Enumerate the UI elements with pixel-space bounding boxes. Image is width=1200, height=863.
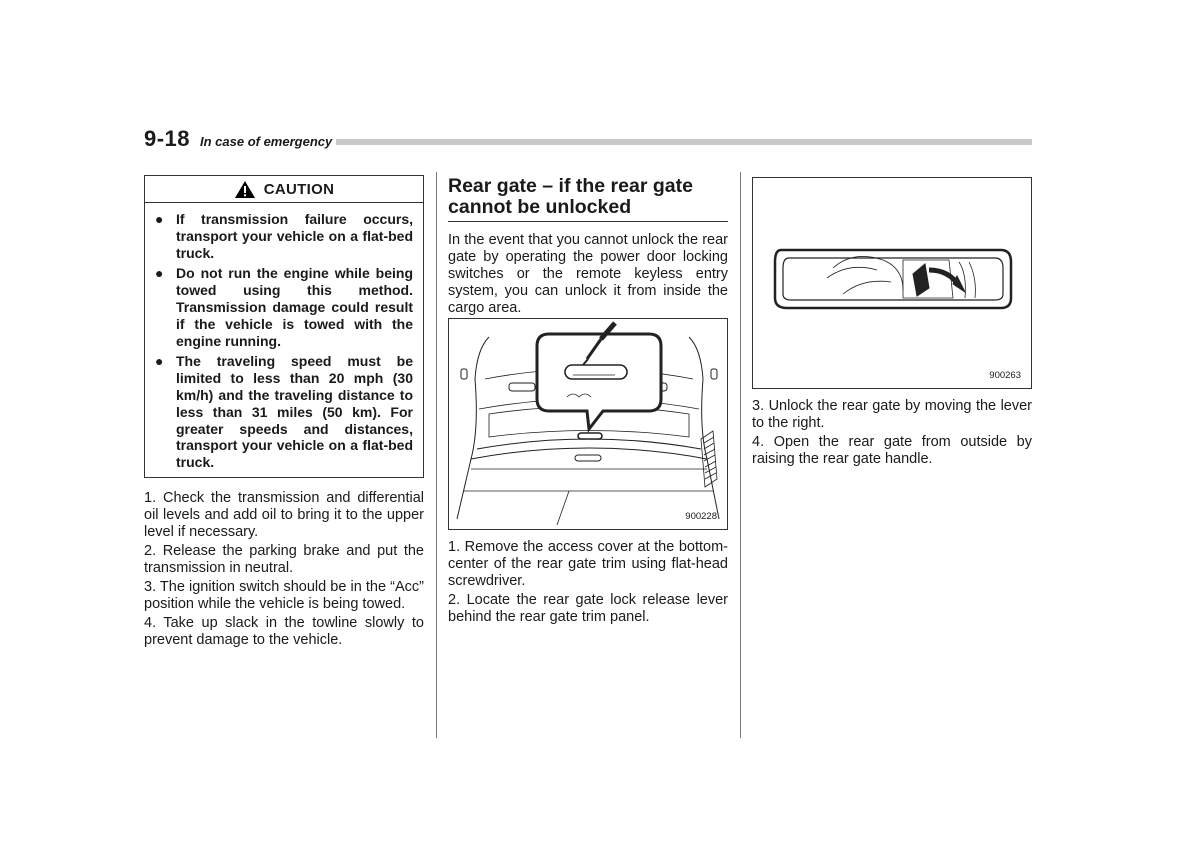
- caution-title: CAUTION: [263, 180, 335, 198]
- figure-label: 900263: [989, 370, 1021, 381]
- step-text: 4. Open the rear gate from outside by raising the rear gate handle.: [752, 434, 1032, 467]
- step-text: 4. Take up slack in the towline slowly to prevent damage to the vehicle.: [144, 615, 424, 648]
- rear-gate-intro: In the event that you cannot unlock the rear gate by operating the power door locking switches or the remote keyless entry system, you can unlock it from inside the cargo area.: [448, 232, 728, 316]
- step-text: 1. Remove the access cover at the bottom-center of the rear gate trim using flat-head screwdriver.: [448, 539, 728, 589]
- warning-triangle-icon: [234, 180, 256, 199]
- rear-gate-steps: [448, 539, 728, 628]
- caution-header: [145, 176, 423, 203]
- step-text: 2. Locate the rear gate lock release lever behind the rear gate trim panel.: [448, 592, 728, 625]
- step-text: 3. The ignition switch should be in the “Acc” position while the vehicle is being towed.: [144, 579, 424, 612]
- towing-steps: [144, 490, 424, 651]
- rear-gate-heading: Rear gate – if the rear gate cannot be unlocked: [448, 176, 728, 222]
- caution-item: ● Do not run the engine while being towed using this method. Transmission damage could result if the vehicle is towed with the engine running.: [155, 265, 413, 349]
- lock-lever-figure: [752, 177, 1032, 389]
- rear-gate-steps-continued: [752, 398, 1032, 470]
- step-text: 2. Release the parking brake and put the transmission in neutral.: [144, 543, 424, 576]
- column-divider: [436, 172, 437, 738]
- column-divider: [740, 172, 741, 738]
- caution-list: [145, 203, 423, 471]
- caution-item: ● If transmission failure occurs, transport your vehicle on a flat-bed truck.: [155, 211, 413, 261]
- step-text: 3. Unlock the rear gate by moving the lever to the right.: [752, 398, 1032, 431]
- caution-box: [144, 175, 424, 478]
- section-title: In case of emergency: [200, 134, 336, 149]
- rear-gate-trim-figure: [448, 318, 728, 530]
- caution-item: ● The traveling speed must be limited to less than 20 mph (30 km/h) and the traveling distance to less than 31 miles (50 km). For greater speeds and distances, transport your vehicle on a flat-bed truck.: [155, 353, 413, 471]
- step-text: 1. Check the transmission and differential oil levels and add oil to bring it to the upper level if necessary.: [144, 490, 424, 540]
- page-number: 9-18: [144, 126, 191, 151]
- figure-label: 900228: [685, 511, 717, 522]
